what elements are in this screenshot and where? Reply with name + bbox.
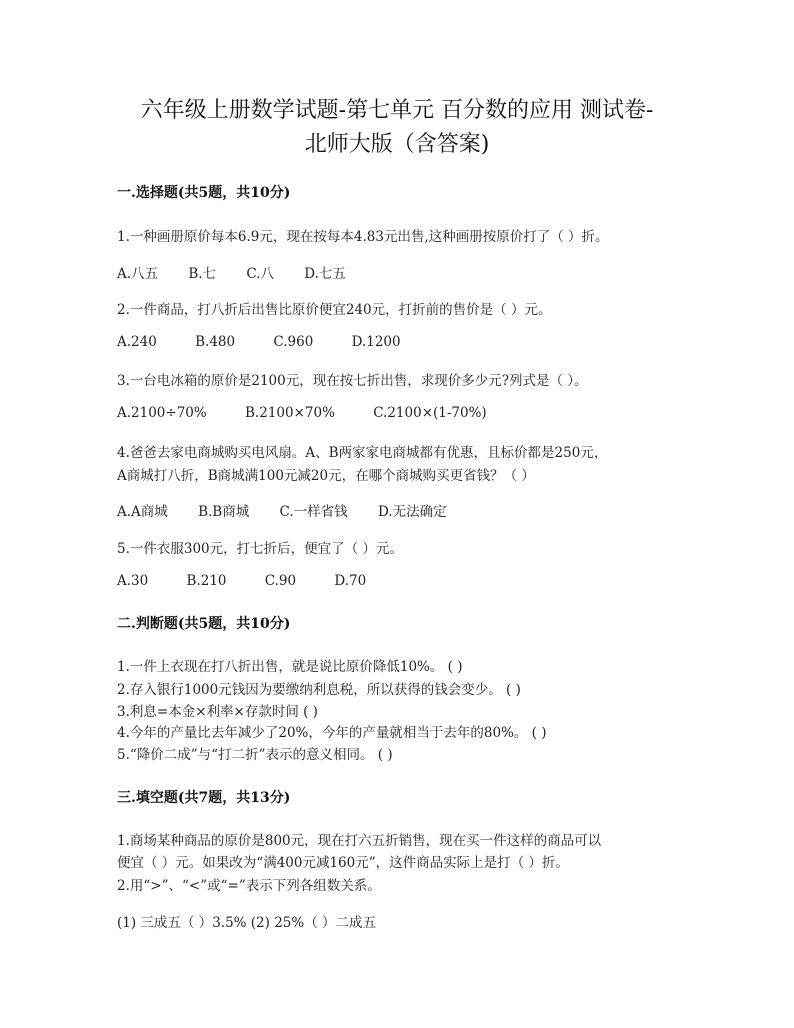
true-false-item-1: 1.一件上衣现在打八折出售，就是说比原价降低10%。 ( )	[117, 659, 463, 675]
section-heading-fill-in: 三.填空题(共7题，共13分)	[117, 790, 291, 806]
question-2-option-c: C.960	[273, 334, 314, 350]
question-5-option-a: A.30	[117, 573, 149, 589]
question-3-text: 3.一台电冰箱的原价是2100元，现在按七折出售，求现价多少元?列式是（ ）。	[117, 373, 588, 389]
question-5-option-b: B.210	[186, 573, 227, 589]
fill-in-question-1-line-2: 便宜（ ）元。如果改为“满400元减160元”，这件商品实际上是打（ ）折。	[117, 855, 569, 871]
question-4-text-line-1: 4.爸爸去家电商城购买电风扇。A、B两家家电商城都有优惠，且标价都是250元，	[117, 445, 608, 461]
question-4-option-d: D.无法确定	[377, 504, 447, 520]
question-1-option-d: D.七五	[304, 266, 346, 282]
question-2-options	[117, 334, 435, 350]
question-1-text: 1.一种画册原价每本6.9元，现在按每本4.83元出售,这种画册按原价打了（ ）折。	[117, 229, 609, 245]
true-false-item-3: 3.利息=本金×利率×存款时间 ( )	[117, 704, 318, 720]
question-2-option-b: B.480	[195, 334, 236, 350]
question-4-option-b: B.B商城	[198, 504, 250, 520]
question-4-options	[117, 500, 473, 520]
question-3-option-c: C.2100×(1-70%)	[373, 405, 487, 421]
question-3-option-a: A.2100÷70%	[117, 405, 207, 421]
page-title-line-1: 六年级上册数学试题-第七单元 百分数的应用 测试卷-	[140, 98, 654, 123]
fill-in-question-2-line-2: (1) 三成五（ ）3.5% (2) 25%（ ）二成五	[117, 915, 377, 931]
question-1-option-c: C.八	[246, 266, 274, 282]
fill-in-question-2-line-1: 2.用“>”、“<”或“=”表示下列各组数关系。	[117, 878, 381, 894]
question-3-options	[117, 405, 521, 421]
true-false-item-5: 5.“降价二成”与“打二折”表示的意义相同。 ( )	[117, 747, 393, 763]
question-1-options	[117, 262, 372, 282]
question-1-option-a: A.八五	[117, 266, 159, 282]
question-4-option-c: C.一样省钱	[279, 504, 348, 520]
question-2-option-a: A.240	[117, 334, 157, 350]
question-3-option-b: B.2100×70%	[245, 405, 335, 421]
page-title-line-2: 北师大版（含答案)	[304, 132, 490, 157]
question-5-option-c: C.90	[264, 573, 297, 589]
true-false-item-2: 2.存入银行1000元钱因为要缴纳利息税，所以获得的钱会变少。 ( )	[117, 682, 521, 698]
section-heading-multiple-choice: 一.选择题(共5题，共10分)	[117, 185, 291, 201]
question-5-options	[117, 573, 400, 589]
question-5-text: 5.一件衣服300元，打七折后，便宜了（ ）元。	[117, 541, 403, 557]
question-2-text: 2.一件商品，打八折后出售比原价便宜240元，打折前的售价是（ ）元。	[117, 302, 552, 318]
question-4-option-a: A.A商城	[117, 504, 168, 520]
section-heading-true-false: 二.判断题(共5题，共10分)	[117, 616, 291, 632]
fill-in-question-1-line-1: 1.商场某种商品的原价是800元，现在打六五折销售，现在买一件这样的商品可以	[117, 833, 602, 849]
question-2-option-d: D.1200	[351, 334, 401, 350]
question-4-text-line-2: A商城打八折，B商城满100元减20元，在哪个商城购买更省钱？（ ）	[117, 468, 535, 484]
question-1-option-b: B.七	[188, 266, 217, 282]
question-5-option-d: D.70	[334, 573, 367, 589]
true-false-item-4: 4.今年的产量比去年减少了20%，今年的产量就相当于去年的80%。 ( )	[117, 725, 547, 741]
